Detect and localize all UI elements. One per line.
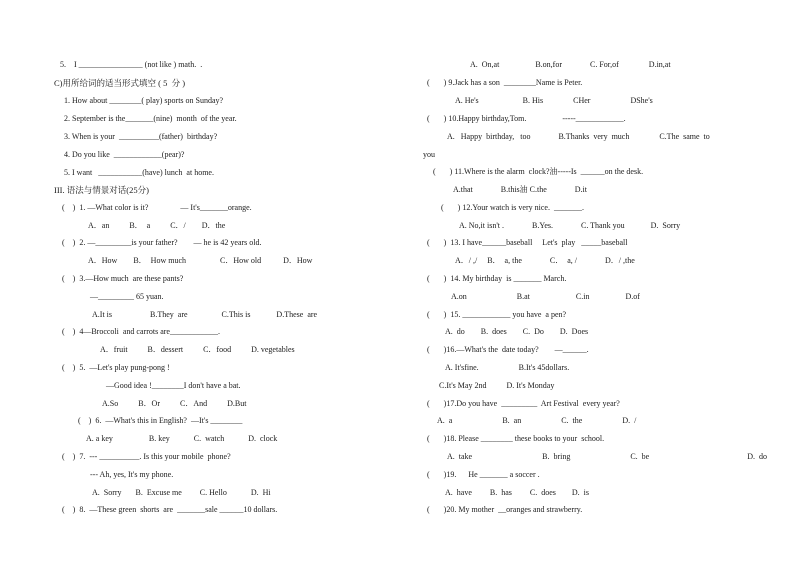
question-1: ( ) 1. —What color is it? — It's_______orange. <box>62 203 252 212</box>
question-6-options: A. a key B. key C. watch D. clock <box>86 434 278 443</box>
question-10: ( ) 10.Happy birthday,Tom. -----____________. <box>427 114 626 123</box>
question-19: ( )19. He _______ a soccer . <box>427 470 540 479</box>
question-8: ( ) 8. —These green shorts are _______sale ______10 dollars. <box>62 505 278 514</box>
section-c-heading: C)用所给词的适当形式填空 ( 5 分 ) <box>54 78 186 88</box>
question-14-options: A.on B.at C.in D.of <box>451 292 640 301</box>
question-4: ( ) 4—Broccoli and carrots are____________. <box>62 327 220 336</box>
question-20: ( )20. My mother __oranges and strawberry. <box>427 505 583 514</box>
question-16-options-cd: C.It's May 2nd D. It's Monday <box>439 381 555 390</box>
question-17: ( )17.Do you have _________ Art Festival every year? <box>427 399 620 408</box>
question-12-options: A. No,it isn't . B.Yes. C. Thank you D. Sorry <box>459 221 681 230</box>
question-5-options: A.So B．Or C．And D.But <box>102 399 247 408</box>
question-2: ( ) 2. —_________is your father? — he is 42 years old. <box>62 238 262 247</box>
question-15-options: A. do B. does C. Do D. Does <box>445 327 589 336</box>
question-3-options: A.It is B.They are C.This is D.These are <box>92 310 318 319</box>
question-8-options: A. On,at B.on,for C. For,of D.in,at <box>470 60 671 69</box>
question-18: ( )18. Please ________ these books to your school. <box>427 434 605 443</box>
question-6: ( ) 6. —What's this in English? —It's ________ <box>78 416 243 425</box>
question-10-options: A. Happy birthday, too B.Thanks very much C.The same to <box>447 132 710 141</box>
word-form-item-1: 1. How about ________( play) sports on Sunday? <box>64 96 224 105</box>
question-3-reply: —_________ 65 yuan. <box>90 292 164 301</box>
question-7-options: A. Sorry B. Excuse me C. Hello D. Hi <box>92 488 271 497</box>
question-18-options: A. take B. bring C. be D. do <box>447 452 767 461</box>
question-19-options: A. have B. has C. does D. is <box>445 488 589 497</box>
question-4-options: A．fruit B．dessert C．food D. vegetables <box>100 345 295 354</box>
question-16-options-ab: A. It'sfine. B.It's 45dollars. <box>445 363 570 372</box>
question-9: ( ) 9.Jack has a son ________Name is Peter. <box>427 78 583 87</box>
question-16: ( )16.—What's the date today? —______. <box>427 345 589 354</box>
question-9-options: A. He's B. His CHer DShe's <box>455 96 653 105</box>
question-5: ( ) 5. —Let's play pung-pong ! <box>62 363 170 372</box>
question-1-options: A．an B． a C．/ D．the <box>88 221 226 230</box>
word-form-item-4: 4. Do you like ____________(pear)? <box>64 150 185 159</box>
question-17-options: A. a B. an C. the D. / <box>437 416 637 425</box>
question-2-options: A．How B． How much C．How old D．How <box>88 256 313 265</box>
word-form-item-2: 2. September is the_______(nine) month of the year. <box>64 114 237 123</box>
question-13: ( ) 13. I have______baseball Let's play _____baseball <box>427 238 628 247</box>
question-13-options: A．/ ,/ B． a, the C． a, / D．/ ,the <box>455 256 635 265</box>
section-iii-heading: III. 语法与情景对话(25分) <box>54 185 149 195</box>
question-3: ( ) 3.—How much are these pants? <box>62 274 184 283</box>
question-5-reply: —Good idea !________I don't have a bat. <box>106 381 241 390</box>
right-column <box>397 0 794 561</box>
question-10-options-wrap: you <box>423 150 435 159</box>
question-12: ( ) 12.Your watch is very nice. _______. <box>441 203 584 212</box>
fill-item-5-not-like: 5. I ________________ (not like ) math. . <box>60 60 203 69</box>
question-15: ( ) 15. ____________ you have a pen? <box>427 310 567 319</box>
question-11: ( ) 11.Where is the alarm clock?油-----Is ______on the desk. <box>433 167 644 176</box>
word-form-item-5: 5. I want ___________(have) lunch at home. <box>64 168 214 177</box>
word-form-item-3: 3. When is your __________(father) birthday? <box>64 132 218 141</box>
question-7: ( ) 7. --- __________. Is this your mobile phone? <box>62 452 231 461</box>
question-11-options: A.that B.this油 C.the D.it <box>453 185 587 194</box>
question-7-reply: --- Ah, yes, It's my phone. <box>90 470 174 479</box>
question-14: ( ) 14. My birthday is _______ March. <box>427 274 567 283</box>
